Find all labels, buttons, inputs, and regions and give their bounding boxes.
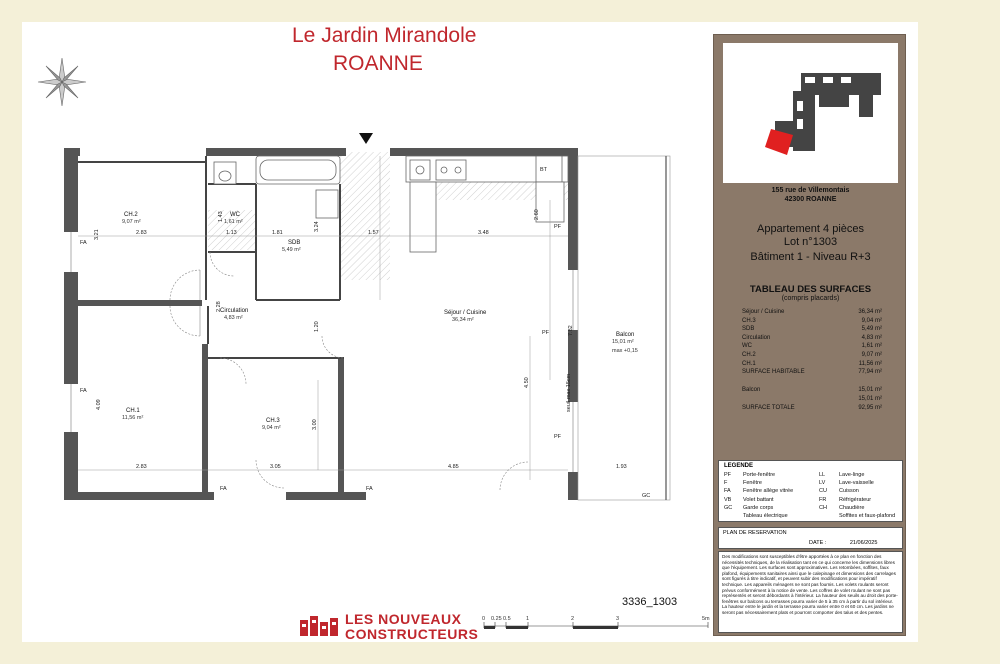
room-balcon-name: Balcon [616, 332, 635, 338]
legend-code: VB [724, 496, 732, 503]
legend-code: F [724, 480, 728, 487]
address-line1: 155 rue de Villemontais [771, 187, 850, 194]
scale-label: 0.5 [503, 616, 511, 622]
disclaimer-text: Des modifications sont susceptibles d'être apportées à ce plan en fonction des nécessités techniques, de la réalisation tant en ce qui concerne les dimensions libres que l'équipement. Les surfaces sont approximatives. Les retombées, soffites, faux plafond, équipements sanitaires ainsi que le calepinage et dimensions des carrelages sont figurés à titre indicatif, et peuvent subir des modifications pour impératif technique. Les appareils ménagers ne sont pas fournis. Les volets roulants seront prévus conformément à la notice de vente. Les coffres de volet roulant ne sont pas représentés et seront débordants à l'intérieur. La hauteur des seuils au droit des porte-fenêtres sur balcons ou terrasses pourra varier de 5 à 35 cm à partir du sol intérieur. La hauteur entre le jardin et la terrasse pourra varier entre 0 et 60 cm. Les jardins ne seront pas nécessairement plats et pourront comporter des talus et des pentes. [718, 551, 903, 633]
mark-fa-1: FA [80, 240, 87, 246]
wall-ch1-ch3 [202, 344, 208, 500]
surface-label: SURFACE TOTALE [742, 405, 795, 411]
washbasin [316, 190, 338, 218]
legend-text: Fenêtre allège vitrée [743, 488, 794, 495]
dim-v10: 2.60 [534, 209, 540, 220]
legend-code: CU [819, 488, 827, 495]
legend-box [718, 460, 903, 522]
balcony-outline [578, 156, 670, 500]
date-value: 21/06/2025 [849, 540, 878, 546]
room-balcon-note: max +0,15 [612, 348, 638, 354]
dim-d4: 1.57 [368, 230, 379, 236]
wall-bottom [64, 492, 214, 500]
mark-fa-2: FA [80, 388, 87, 394]
legend-code: LV [819, 480, 826, 487]
dim-v5: 1.20 [314, 321, 320, 332]
surfaces-title: TABLEAU DES SURFACES [749, 284, 872, 295]
surface-label: Séjour / Cuisine [742, 309, 785, 315]
legend-code: GC [724, 504, 733, 511]
legend-text: Lave-vaisselle [839, 480, 874, 487]
legend-code: PF [724, 472, 732, 478]
surface-row [742, 361, 882, 367]
surface-value: 15,01 m² [858, 396, 882, 402]
surface-row [742, 343, 882, 349]
scale-label: 3 [616, 616, 620, 622]
mark-gc: GC [642, 493, 651, 499]
dim-d5: 3.48 [478, 230, 489, 236]
wall-bottom-2 [286, 492, 366, 500]
key-plan [723, 43, 898, 183]
surface-label: Balcon [742, 387, 761, 393]
room-ch2-area: 9,07 m² [122, 219, 141, 225]
room-ch2-name: CH.2 [124, 212, 138, 218]
legend-title: LEGENDE [724, 463, 754, 469]
legend-text: Soffites et faux-plafond [839, 513, 896, 519]
project-city: ROANNE [333, 52, 423, 75]
legend-text: Porte-fenêtre [743, 472, 776, 478]
info-panel [713, 34, 906, 636]
surface-label: SDB [742, 326, 755, 333]
room-sdb-area: 5,49 m² [282, 247, 301, 253]
surface-label: CH.3 [742, 317, 756, 324]
dim-d1: 2.83 [136, 230, 147, 236]
room-sejour-area: 36,34 m² [452, 317, 474, 323]
scale-label: 0 [482, 616, 486, 622]
surface-row-total [742, 405, 882, 411]
mark-pf-1: PF [554, 224, 562, 230]
dim-d3: 1.81 [272, 230, 283, 236]
address-line2: 42300 ROANNE [784, 196, 837, 203]
room-sejour-name: Séjour / Cuisine [444, 310, 487, 316]
floor-plan [60, 140, 680, 520]
legend-code: LL [819, 472, 826, 478]
legend-text: Volet battant [743, 496, 774, 503]
surface-row [742, 369, 882, 375]
legend-text: Tableau électrique [743, 513, 788, 519]
brand-name-line1: LES NOUVEAUX [345, 611, 462, 627]
mark-pf-3: PF [554, 434, 562, 440]
room-ch1-name: CH.1 [126, 408, 140, 414]
wall-ch3-right [338, 358, 344, 500]
surface-value: 1,61 m² [861, 343, 882, 350]
surface-row [742, 352, 882, 358]
dim-d9: 1.93 [616, 464, 627, 470]
dim-v2: 1.43 [218, 211, 224, 222]
surface-value: 4,83 m² [861, 334, 882, 341]
surface-value: 92,95 m² [858, 405, 882, 411]
surface-label: CH.2 [742, 352, 756, 358]
dim-d2: 1.13 [226, 230, 237, 236]
surface-value: 36,34 m² [858, 309, 882, 315]
wall-ch2-ch1 [78, 300, 202, 306]
scale-label: 0.25 [491, 616, 502, 622]
scale-label: 5m [702, 616, 710, 622]
dim-v1: 3.21 [94, 229, 100, 240]
entrance-hatch [340, 152, 390, 280]
surface-row [742, 335, 882, 341]
surface-value: 77,94 m² [858, 369, 882, 376]
mark-fa-4: FA [366, 486, 373, 492]
room-wc-name: WC [230, 212, 240, 218]
dim-v7: 3.00 [312, 419, 318, 430]
wall-top-2 [390, 148, 576, 156]
surface-value: 9,07 m² [861, 352, 882, 358]
dim-d7: 3.05 [270, 464, 281, 470]
wall-top [206, 148, 346, 156]
wall-left [64, 148, 78, 500]
legend-text: Fenêtre [743, 480, 762, 487]
date-field [809, 540, 877, 546]
date-label: DATE : [809, 540, 827, 546]
reservation-box [718, 527, 903, 549]
surface-value: 9,04 m² [861, 317, 882, 324]
scale-bar [480, 612, 712, 632]
scale-label: 1 [526, 616, 530, 622]
surface-value: 15,01 m² [858, 387, 882, 393]
mark-fa-3: FA [220, 486, 227, 492]
room-circulation-name: Circulation [220, 308, 249, 314]
sill-label: seuil max 15cm [566, 373, 572, 412]
lot-number: Lot n°1303 [783, 236, 838, 248]
surfaces-subtitle: (compris placards) [781, 295, 840, 302]
room-ch1-area: 11,56 m² [122, 415, 144, 421]
legend-text: Réfrigérateur [839, 496, 872, 503]
legend-text: Chaudière [839, 504, 865, 511]
room-balcon-area: 15,01 m² [612, 339, 634, 345]
mark-pf-2: PF [542, 330, 550, 336]
dim-d6: 2.83 [136, 464, 147, 470]
apartment-type: Appartement 4 pièces [756, 223, 864, 235]
brand-logo-icon [298, 612, 340, 638]
reservation-label: PLAN DE RESERVATION [723, 530, 787, 536]
room-circulation-area: 4,83 m² [224, 315, 243, 321]
legend-text: Cuisson [839, 488, 859, 495]
brand-name-line2: CONSTRUCTEURS [345, 626, 479, 642]
dim-v4: 2.28 [216, 301, 222, 312]
surface-value: 11,56 m² [858, 360, 882, 367]
room-sdb-name: SDB [288, 240, 301, 246]
legend-text: Lave-linge [839, 472, 865, 478]
surface-row-balcon-total [742, 396, 882, 402]
bt-label: BT [540, 167, 548, 173]
compass-rose-icon [36, 56, 88, 108]
project-title: Le Jardin Mirandole [292, 24, 477, 47]
kitchen-column [410, 182, 436, 252]
surface-row-balcon [742, 387, 882, 393]
surface-label: WC [742, 343, 752, 350]
dim-v6: 4.09 [96, 399, 102, 410]
room-ch3-name: CH.3 [266, 418, 280, 424]
surface-row [742, 309, 882, 315]
legend-text: Garde corps [743, 504, 774, 511]
room-wc-area: 1,61 m² [224, 219, 243, 225]
dim-v3: 3.24 [314, 221, 320, 232]
surface-label: Circulation [742, 334, 771, 341]
surface-value: 5,49 m² [861, 326, 882, 333]
scale-label: 2 [571, 616, 575, 622]
dim-d8: 4.85 [448, 464, 459, 470]
dim-v9: 7.82 [568, 325, 574, 336]
room-ch3-area: 9,04 m² [262, 425, 281, 431]
legend-code: FA [724, 488, 731, 495]
legend-code: CH [819, 504, 827, 511]
plan-reference: 3336_1303 [622, 596, 678, 608]
dim-v8: 4.50 [524, 377, 530, 388]
surface-label: CH.1 [742, 360, 756, 367]
surface-label: SURFACE HABITABLE [742, 369, 805, 376]
surface-row [742, 326, 882, 332]
legend-code: FR [819, 496, 827, 503]
building-level: Bâtiment 1 - Niveau R+3 [750, 251, 871, 263]
surface-row [742, 318, 882, 324]
